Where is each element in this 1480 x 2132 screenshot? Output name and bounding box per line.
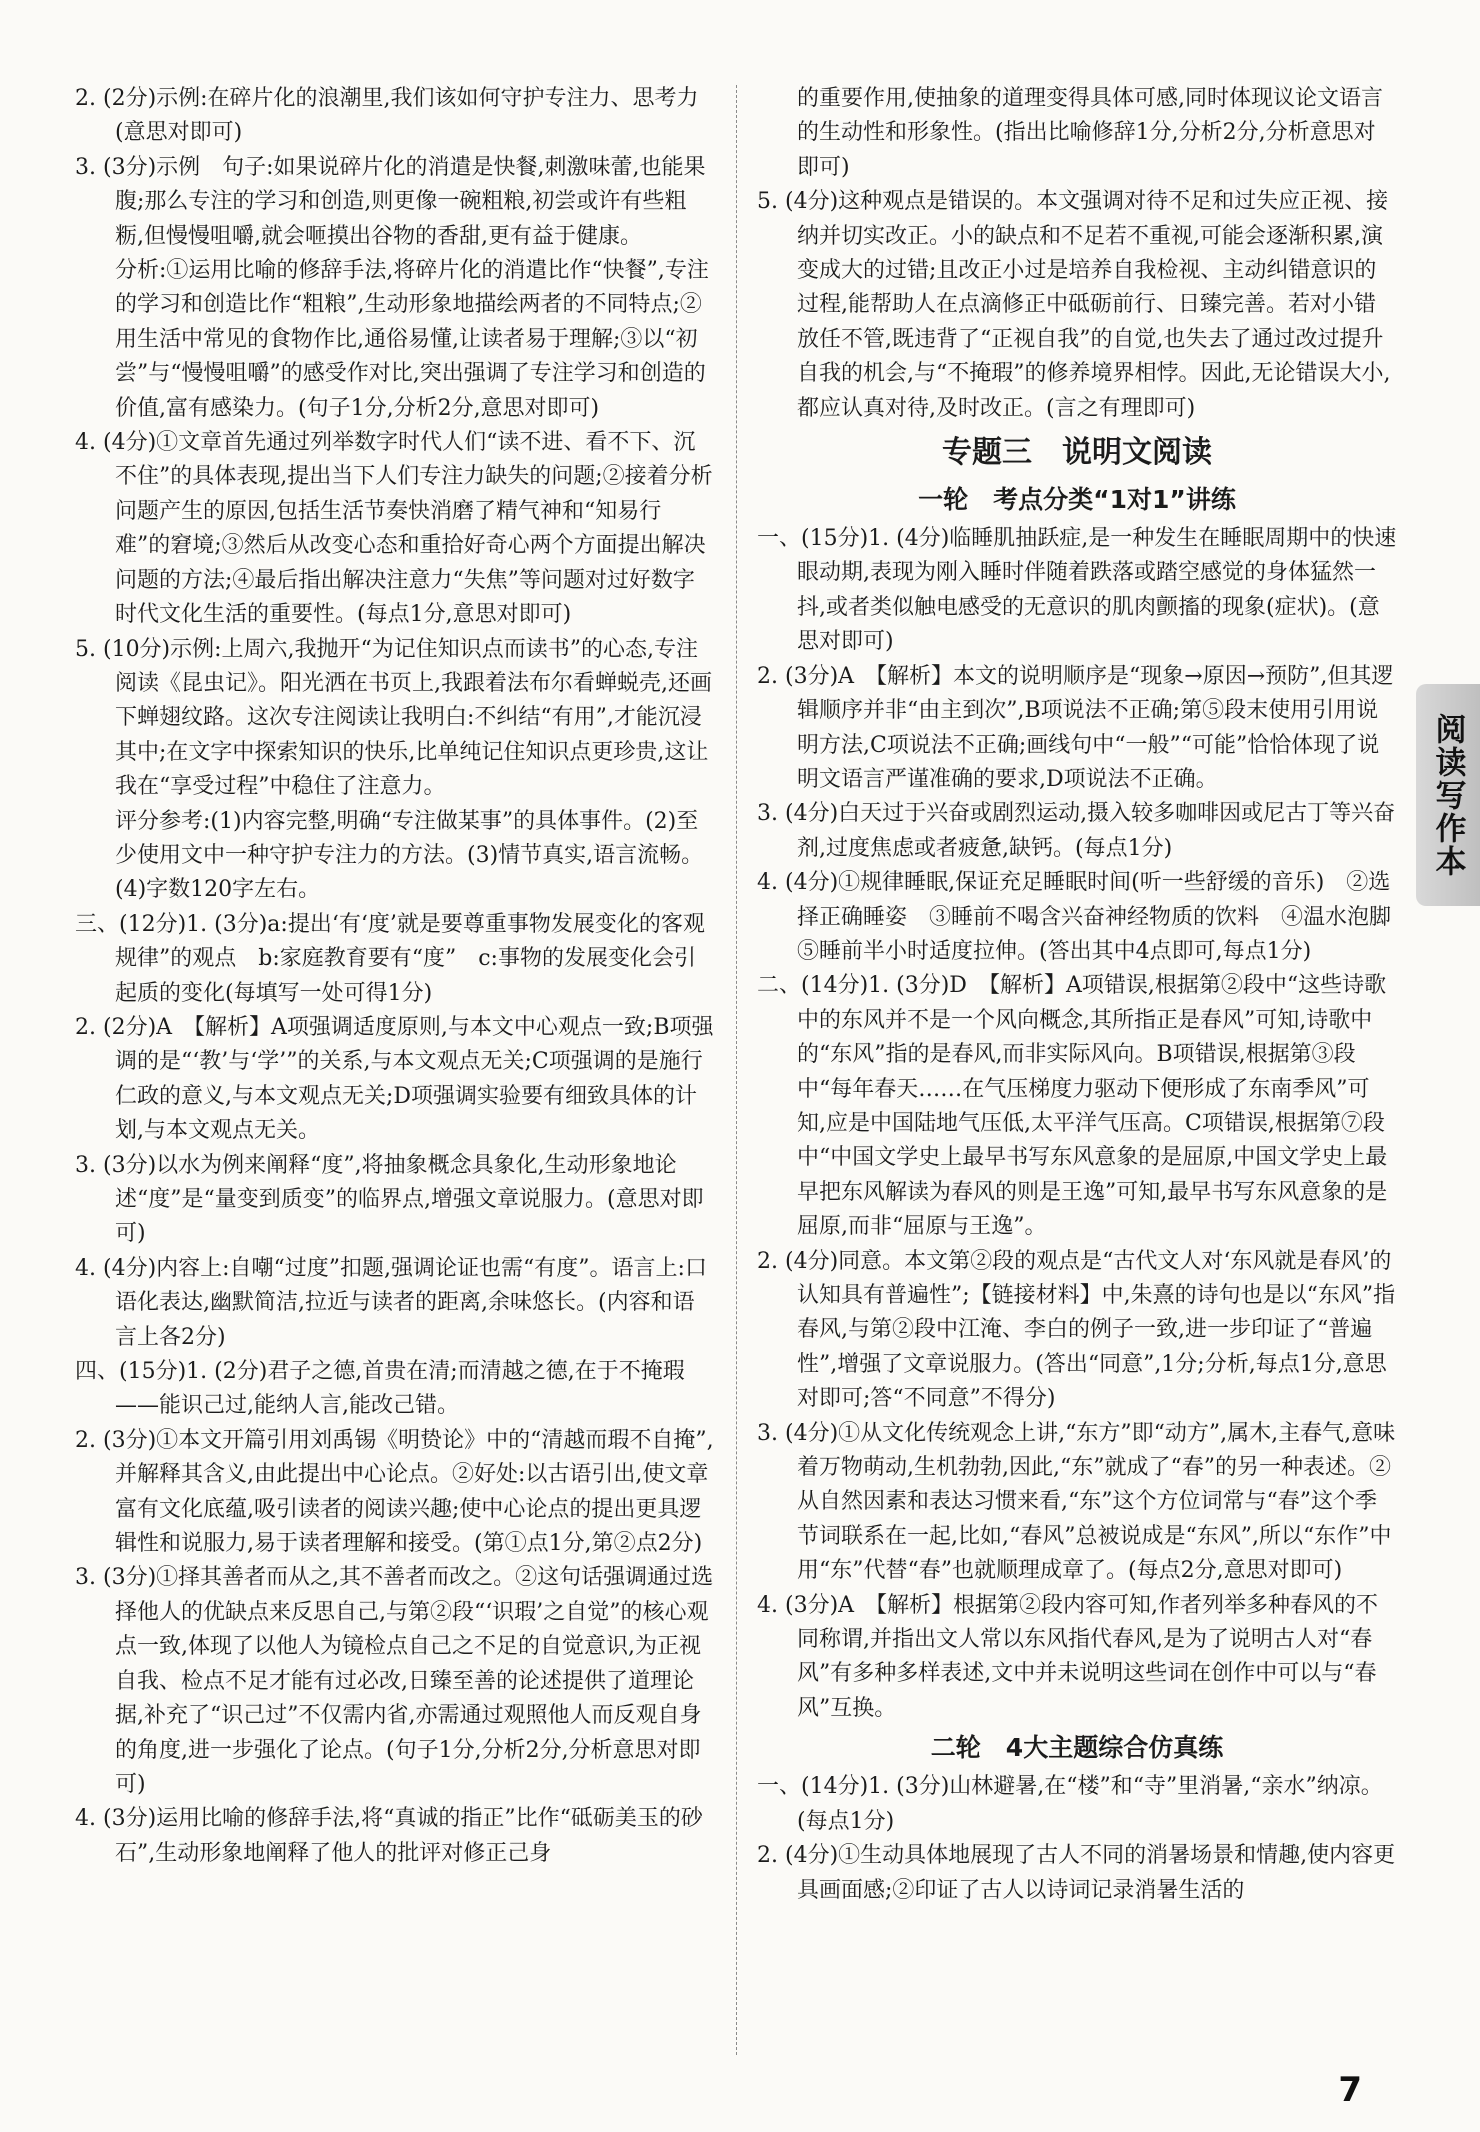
answer-paragraph: 3. (3分)以水为例来阐释“度”,将抽象概念具象化,生动形象地论述“度”是“量变到质变”的临界点,增强文章说服力。(意思对即可): [75, 1152, 704, 1247]
answers-continued: [757, 82, 1397, 426]
answer-paragraph: 一、(15分)1. (4分)临睡肌抽跃症,是一种发生在睡眠周期中的快速眼动期,表现为刚入睡时伴随着跌落或踏空感觉的身体猛然一抖,或者类似触电感受的无意识的肌肉颤搐的现象(症状)。(意思对即可): [757, 526, 1397, 655]
answer-paragraph: 一、(14分)1. (3分)山林避暑,在“楼”和“寺”里消暑,“亲水”纳凉。(每点1分): [757, 1774, 1383, 1834]
answer-paragraph: 评分参考:(1)内容完整,明确“专注做某事”的具体事件。(2)至少使用文中一种守护专注力的方法。(3)情节真实,语言流畅。(4)字数120字左右。: [115, 808, 704, 903]
round-one-answers: [757, 522, 1414, 1726]
answer-paragraph: 分析:①运用比喻的修辞手法,将碎片化的消遣比作“快餐”,专注的学习和创造比作“粗粮”,生动形象地描绘两者的不同特点;②用生活中常见的食物作比,通俗易懂,让读者易于理解;③以“初尝”与“慢慢咀嚼”的感受作对比,突出强调了专注学习和创造的价值,富有感染力。(句子1分,分析2分,意思对即可): [115, 258, 709, 421]
right-column: [757, 82, 1414, 1908]
answer-paragraph: 2. (3分)A 【解析】本文的说明顺序是“现象→原因→预防”,但其逻辑顺序并非“由主到次”,B项说法不正确;第⑤段末使用引用说明方法,C项说法不正确;画线句中“一般”“可能”恰恰体现了说明文语言严谨准确的要求,D项说法不正确。: [757, 663, 1394, 792]
answer-paragraph: 4. (4分)①规律睡眠,保证充足睡眠时间(听一些舒缓的音乐) ②选择正确睡姿 ③睡前不喝含兴奋神经物质的饮料 ④温水泡脚 ⑤睡前半小时适度拉伸。(答出其中4点即可,每点1分): [757, 870, 1414, 964]
answer-paragraph: 2. (4分)①生动具体地展现了古人不同的消暑场景和情趣,使内容更具画面感;②印证了古人以诗词记录消暑生活的: [757, 1843, 1396, 1903]
answer-paragraph: 5. (10分)示例:上周六,我抛开“为记住知识点而读书”的心态,专注阅读《昆虫记》。阳光洒在书页上,我跟着法布尔看蝉蜕壳,还画下蝉翅纹路。这次专注阅读让我明白:不纠结“有用”,才能沉浸其中;在文字中探索知识的快乐,比单纯记住知识点更珍贵,这让我在“享受过程”中稳住了注意力。: [75, 636, 712, 800]
answer-paragraph: 三、(12分)1. (3分)a:提出‘有‘度’就是要尊重事物发展变化的客观规律”的观点 b:家庭教育要有“度” c:事物的发展变化会引起质的变化(每填写一处可得1分): [75, 911, 705, 1006]
subsection-heading-round-one: 一轮 考点分类“1对1”讲练: [918, 485, 1236, 515]
answer-paragraph: 二、(14分)1. (3分)D 【解析】A项错误,根据第②段中“这些诗歌中的东风并不是一个风向概念,其所指正是春风”可知,诗歌中的“东风”指的是春风,而非实际风向。B项错误,根据第③段中“每年春天……在气压梯度力驱动下便形成了东南季风”可知,应是中国陆地气压低,太平洋气压高。C项错误,根据第⑦段中“中国文学史上最早书写东风意象的是屈原,中国文学史上最早把东风解读为春风的则是王逸”可知,最早书写东风意象的是屈原,而非“屈原与王逸”。: [757, 973, 1388, 1240]
answer-paragraph: 的重要作用,使抽象的道理变得具体可感,同时体现议论文语言的生动性和形象性。(指出比喻修辞1分,分析2分,分析意思对即可): [797, 86, 1383, 180]
answer-paragraph: 3. (3分)①择其善者而从之,其不善者而改之。②这句话强调通过选择他人的优缺点来反思自己,与第②段“‘识瑕’之自觉”的核心观点一致,体现了以他人为镜检点自己之不足的自觉意识,为正视自我、检点不足才能有过必改,日臻至善的论述提供了道理论据,补充了“识己过”不仅需内省,亦需通过观照他人而反观自身的角度,进一步强化了论点。(句子1分,分析2分,分析意思对即可): [75, 1565, 714, 1797]
section-heading: 专题三 说明文阅读: [942, 435, 1212, 471]
answer-paragraph: 四、(15分)1. (2分)君子之德,首贵在清;而清越之德,在于不掩瑕——能识己过,能纳人言,能改己错。: [75, 1359, 685, 1419]
round-two-answers: [757, 1770, 1397, 1908]
subsection-heading-round-two: 二轮 4大主题综合仿真练: [930, 1733, 1224, 1763]
page-number: 7: [1338, 2070, 1362, 2110]
answer-paragraph: 2. (2分)A 【解析】A项强调适度原则,与本文中心观点一致;B项强调的是“‘教’与‘学’”的关系,与本文观点无关;C项强调的是施行仁政的意义,与本文观点无关;D项强调实验要有细致具体的计划,与本文观点无关。: [75, 1014, 714, 1144]
side-tab-label: 阅读写作本: [1429, 712, 1466, 878]
answer-paragraph: 2. (3分)①本文开篇引用刘禹锡《明贽论》中的“清越而瑕不自掩”,并解释其含义,由此提出中心论点。②好处:以古语引出,使文章富有文化底蕴,吸引读者的阅读兴趣;使中心论点的提出更具逻辑性和说服力,易于读者理解和接受。(第①点1分,第②点2分): [75, 1427, 714, 1557]
side-tab[interactable]: [1416, 684, 1480, 906]
answer-paragraph: 4. (3分)A 【解析】根据第②段内容可知,作者列举多种春风的不同称谓,并指出文人常以东风指代春风,是为了说明古人对“春风”有多种多样表述,文中并未说明这些词在创作中可以与“春风”互换。: [757, 1592, 1379, 1721]
answer-paragraph: 2. (4分)同意。本文第②段的观点是“古代文人对‘东风就是春风’的认知具有普遍性”;【链接材料】中,朱熹的诗句也是以“东风”指春风,与第②段中江淹、李白的例子一致,进一步印证了“普遍性”,增强了文章说服力。(答出“同意”,1分;分析,每点1分,意思对即可;答“不同意”不得分): [757, 1248, 1396, 1412]
answer-paragraph: 3. (4分)白天过于兴奋或剧烈运动,摄入较多咖啡因或尼古丁等兴奋剂,过度焦虑或者疲惫,缺钙。(每点1分): [757, 801, 1396, 861]
answer-paragraph: 3. (4分)①从文化传统观念上讲,“东方”即“动方”,属木,主春气,意味着万物萌动,生机勃勃,因此,“东”就成了“春”的另一种表述。②从自然因素和表达习惯来看,“东”这个方位词常与“春”这个季节词联系在一起,比如,“春风”总被说成是“东风”,所以“东作”中用“东”代替“春”也就顺理成章了。(每点2分,意思对即可): [757, 1420, 1396, 1584]
answer-paragraph: 4. (4分)①文章首先通过列举数字时代人们“读不进、看不下、沉不住”的具体表现,提出当下人们专注力缺失的问题;②接着分析问题产生的原因,包括生活节奏快消磨了精气神和“知易行难”的窘境;③然后从改变心态和重拾好奇心两个方面提出解决问题的方法;④最后指出解决注意力“失焦”等问题对过好数字时代文化生活的重要性。(每点1分,意思对即可): [75, 430, 713, 628]
answer-paragraph: 5. (4分)这种观点是错误的。本文强调对待不足和过失应正视、接纳并切实改正。小的缺点和不足若不重视,可能会逐渐积累,演变成大的过错;且改正小过是培养自我检视、主动纠错意识的过程,能帮助人在点滴修正中砥砺前行、日臻完善。若对小错放任不管,既违背了“正视自我”的自觉,也失去了通过改过提升自我的机会,与“不掩瑕”的修养境界相悖。因此,无论错误大小,都应认真对待,及时改正。(言之有理即可): [757, 189, 1391, 421]
answer-paragraph: 4. (4分)内容上:自嘲“过度”扣题,强调论证也需“有度”。语言上:口语化表达,幽默简洁,拉近与读者的距离,余味悠长。(内容和语言上各2分): [75, 1255, 707, 1350]
column-divider: [736, 85, 737, 2055]
answer-paragraph: 2. (2分)示例:在碎片化的浪潮里,我们该如何守护专注力、思考力(意思对即可): [75, 86, 699, 146]
answer-paragraph: 3. (3分)示例 句子:如果说碎片化的消遣是快餐,刺激味蕾,也能果腹;那么专注的学习和创造,则更像一碗粗粮,初尝或许有些粗粝,但慢慢咀嚼,就会咂摸出谷物的香甜,更有益于健康。: [75, 154, 706, 249]
answer-paragraph: 4. (3分)运用比喻的修辞手法,将“真诚的指正”比作“砥砺美玉的砂石”,生动形象地阐释了他人的批评对修正己身: [75, 1806, 703, 1866]
left-column: [75, 82, 715, 1871]
